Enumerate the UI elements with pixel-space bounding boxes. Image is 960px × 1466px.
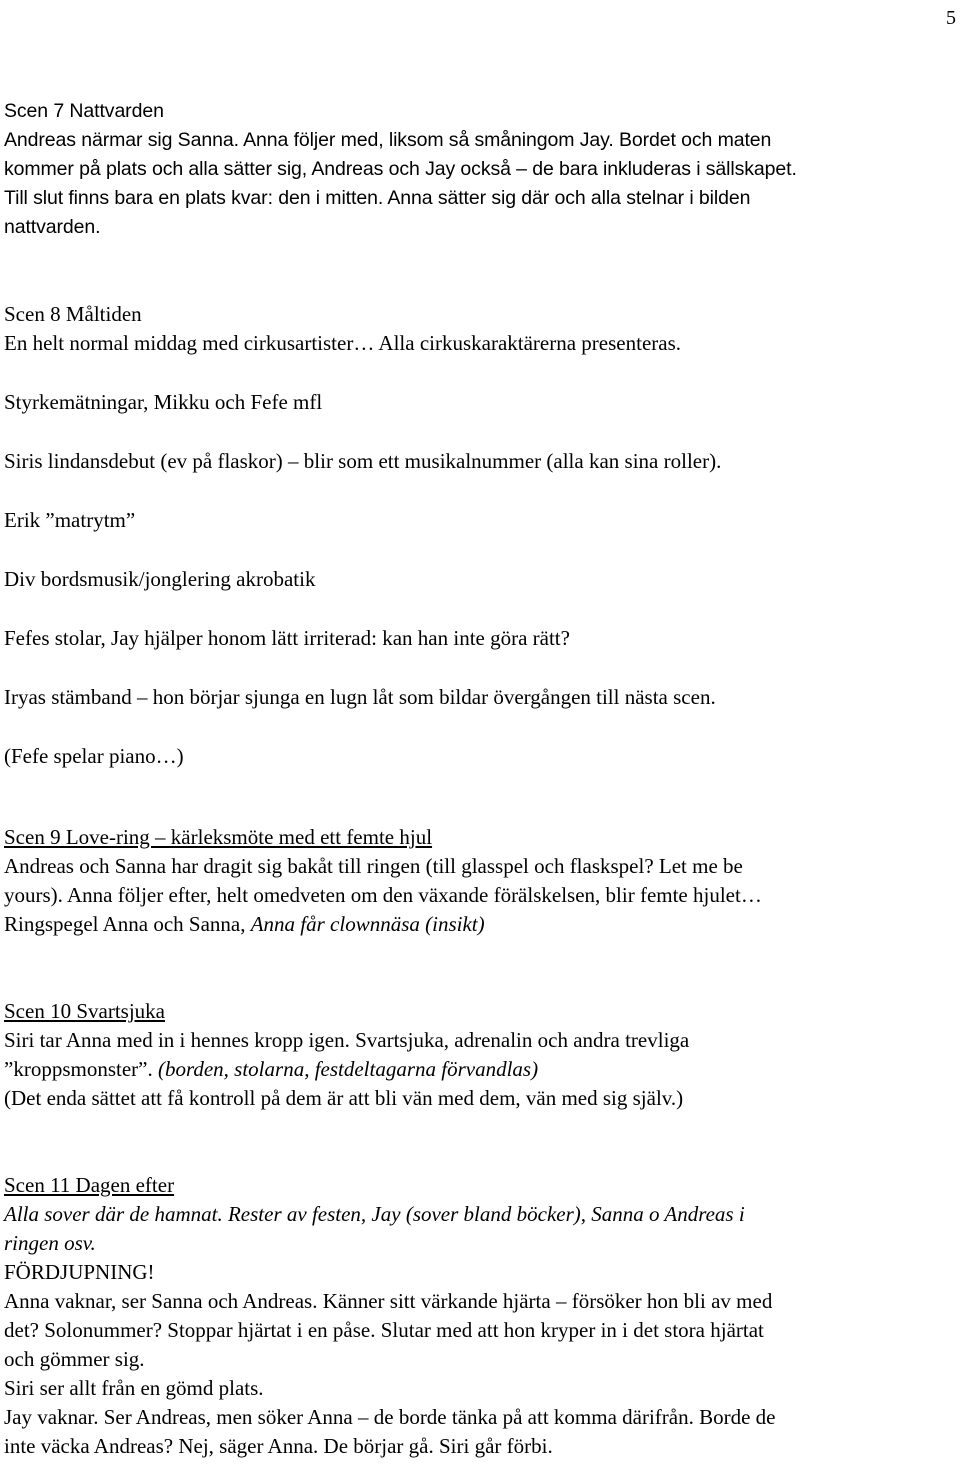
scene-10 (4, 997, 944, 1113)
scene-8-intro: En helt normal middag med cirkusartister… Alla cirkuskaraktärerna presenteras. (4, 331, 682, 355)
scene-10-line (4, 1055, 944, 1084)
scene-11 (4, 1171, 944, 1461)
scene-9-line: yours). Anna följer efter, helt omedveten om den växande förälskelsen, blir femte hjulet… (4, 883, 762, 907)
scene-8-title: Scen 8 Måltiden (4, 302, 142, 326)
scene-11-line: inte väcka Andreas? Nej, säger Anna. De börjar gå. Siri går förbi. (4, 1434, 553, 1458)
scene-10-title: Scen 10 Svartsjuka (4, 999, 165, 1023)
scene-11-italic-line: ringen osv. (4, 1231, 96, 1255)
scene-9-line-plain: Ringspegel Anna och Sanna, (4, 912, 251, 936)
scene-8-item: (Fefe spelar piano…) (4, 744, 184, 768)
scene-10-line: Siri tar Anna med in i hennes kropp igen. Svartsjuka, adrenalin och andra trevliga (4, 1028, 690, 1052)
scene-11-line: Anna vaknar, ser Sanna och Andreas. Känner sitt värkande hjärta – försöker hon bli av med (4, 1289, 773, 1313)
scene-11-italic-line: Alla sover där de hamnat. Rester av festen, Jay (sover bland böcker), Sanna o Andreas i (4, 1202, 745, 1226)
scene-8 (4, 300, 944, 771)
scene-7-line: Andreas närmar sig Sanna. Anna följer med, liksom så småningom Jay. Bordet och maten (4, 129, 772, 151)
scene-8-item: Div bordsmusik/jonglering akrobatik (4, 567, 316, 591)
scene-10-line-plain: ”kroppsmonster”. (4, 1057, 158, 1081)
page-number: 5 (946, 7, 956, 29)
scene-10-line-italic: (borden, stolarna, festdeltagarna förvandlas) (157, 1057, 539, 1081)
scene-8-item: Styrkemätningar, Mikku och Fefe mfl (4, 390, 323, 414)
scene-11-line: Siri ser allt från en gömd plats. (4, 1376, 264, 1400)
scene-9-line-italic: Anna får clownnäsa (insikt) (250, 912, 485, 936)
scene-7-line: kommer på plats och alla sätter sig, Andreas och Jay också – de bara inkluderas i sällskapet. (4, 158, 797, 180)
scene-7-line: nattvarden. (4, 216, 101, 238)
scene-7 (4, 97, 944, 242)
scene-11-title: Scen 11 Dagen efter (4, 1173, 175, 1197)
scene-11-line: och gömmer sig. (4, 1347, 145, 1371)
scene-9-line: Andreas och Sanna har dragit sig bakåt till ringen (till glasspel och flaskspel? Let me be (4, 854, 743, 878)
scene-9-line (4, 910, 944, 939)
scene-9-title: Scen 9 Love-ring – kärleksmöte med ett femte hjul (4, 825, 433, 849)
scene-8-item: Iryas stämband – hon börjar sjunga en lugn låt som bildar övergången till nästa scen. (4, 685, 716, 709)
scene-10-line: (Det enda sättet att få kontroll på dem är att bli vän med dem, vän med sig själv.) (4, 1086, 684, 1110)
scene-7-title: Scen 7 Nattvarden (4, 100, 164, 122)
scene-11-line: det? Solonummer? Stoppar hjärtat i en påse. Slutar med att hon kryper in i det stora hjärtat (4, 1318, 764, 1342)
scene-8-item: Siris lindansdebut (ev på flaskor) – blir som ett musikalnummer (alla kan sina roller). (4, 449, 722, 473)
scene-7-line: Till slut finns bara en plats kvar: den i mitten. Anna sätter sig där och alla stelnar i bilden (4, 187, 751, 209)
scene-11-deep-label: FÖRDJUPNING! (4, 1260, 155, 1284)
scene-8-item: Fefes stolar, Jay hjälper honom lätt irriterad: kan han inte göra rätt? (4, 626, 570, 650)
scene-11-line: Jay vaknar. Ser Andreas, men söker Anna – de borde tänka på att komma därifrån. Borde de (4, 1405, 776, 1429)
document-body (4, 97, 944, 1461)
scene-9 (4, 823, 944, 939)
scene-8-item: Erik ”matrytm” (4, 508, 136, 532)
